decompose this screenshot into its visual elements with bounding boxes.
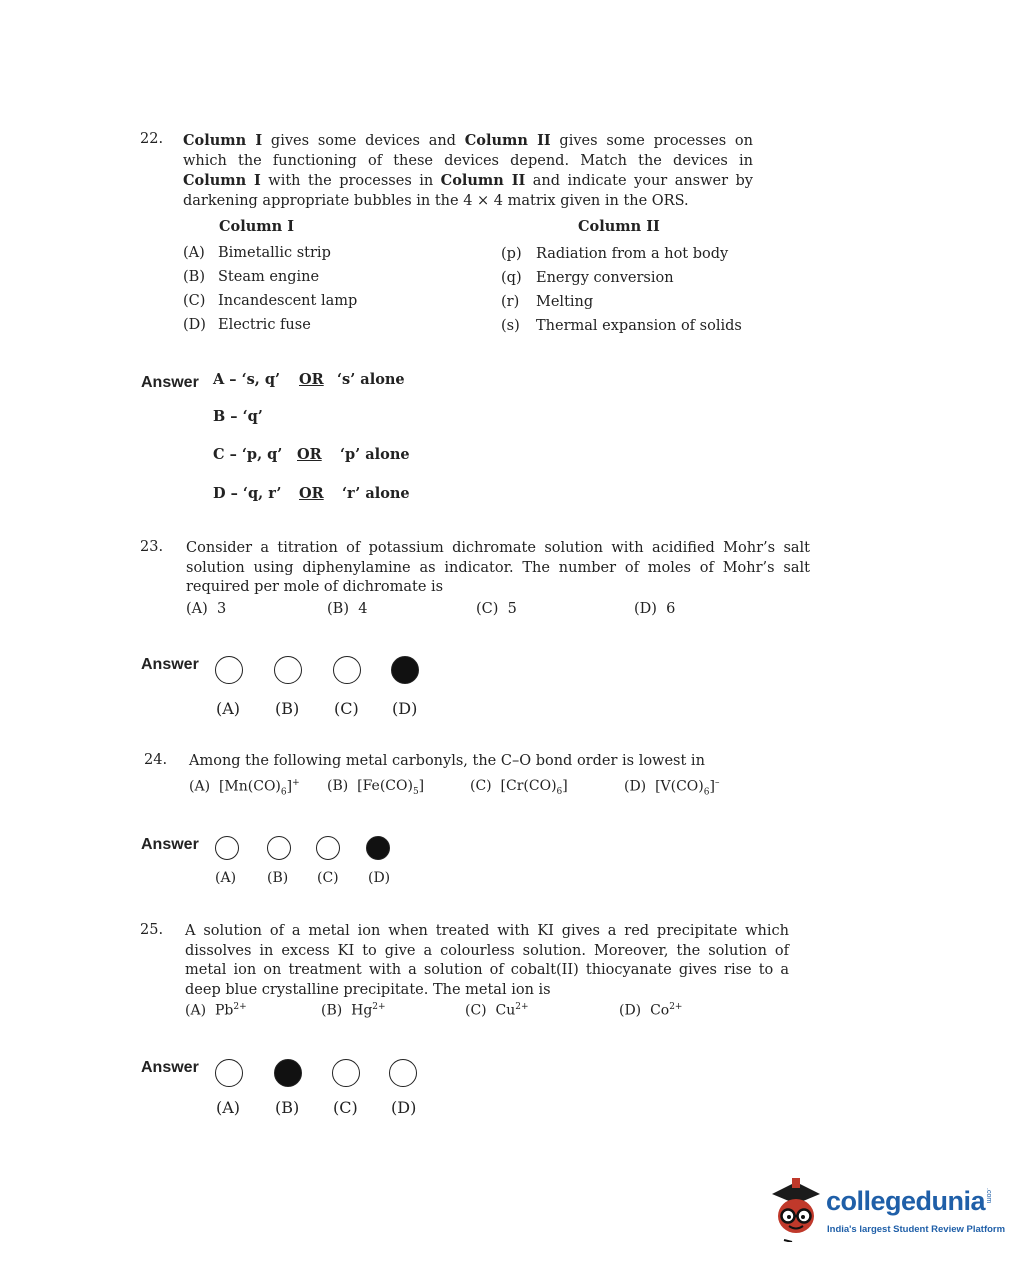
bubble-label: (D): [392, 699, 418, 718]
match-col1-label: (B): [183, 269, 205, 285]
question-text: Consider a titration of potassium dichromate solution with acidified Mohr’s salt solution using diphenylamine as indicator. The number of moles of Mohr’s salt required per mole of dichromate is: [186, 540, 810, 595]
text-bold: Column II: [440, 172, 526, 189]
bubble-label: (B): [267, 870, 289, 886]
question-text: A solution of a metal ion when treated with KI gives a red precipitate which dissolves in excess KI to give a colourless solution. Moreover, the solution of metal ion on treatment with a solution of cobalt(II) thiocyanate gives rise to a deep blue crystalline precipitate. The metal ion is: [185, 923, 789, 998]
match-col2-label: (s): [501, 318, 520, 334]
brand-name: [826, 1186, 985, 1217]
match-col2-label: (q): [501, 270, 522, 286]
match-col2-text: Thermal expansion of solids: [536, 318, 742, 334]
text-run: gives some processes on which the functioning of these devices depend. Match the devices in: [183, 133, 753, 169]
column-2-header: Column II: [578, 218, 660, 235]
text-bold: Column II: [464, 132, 551, 149]
formula-subscript: 5: [412, 786, 419, 797]
answer-alt: ‘s’ alone: [337, 371, 405, 388]
match-col2-label: (r): [501, 294, 520, 310]
answer-bubble-c[interactable]: [316, 836, 340, 860]
option-label: (C): [465, 1002, 487, 1019]
match-col1-label: (A): [183, 245, 205, 261]
option-label: (A): [189, 778, 211, 795]
formula-subscript: 6: [556, 786, 563, 797]
formula: [Fe(CO): [357, 778, 413, 794]
answer-label: Answer: [141, 836, 199, 853]
formula-subscript: 6: [703, 787, 710, 798]
formula: [V(CO): [655, 778, 704, 795]
ion: Cu: [495, 1002, 516, 1019]
answer-label: Answer: [141, 1059, 199, 1076]
option: [470, 778, 568, 797]
answer-label: Answer: [141, 656, 199, 673]
answer-label: Answer: [141, 374, 199, 391]
option: [476, 601, 517, 617]
answer-or: OR: [299, 371, 324, 388]
answer-bubble-b[interactable]: [274, 656, 302, 684]
option-value: 3: [217, 601, 227, 617]
option: [634, 601, 675, 617]
option-label: (D): [634, 601, 657, 617]
option-label: (B): [321, 1002, 343, 1019]
match-col1-label: (D): [183, 317, 206, 333]
option-label: (A): [186, 601, 208, 617]
match-col2-text: Energy conversion: [536, 270, 674, 286]
option-label: (C): [470, 778, 492, 794]
bubble-label: (D): [368, 870, 391, 886]
question-number: 23.: [140, 539, 164, 555]
formula: [Mn(CO): [218, 778, 281, 795]
option-value: 4: [358, 601, 368, 617]
match-col2-text: Melting: [536, 294, 594, 310]
match-col1-text: Steam engine: [218, 269, 320, 285]
mascot-icon: [766, 1176, 824, 1242]
formula-superscript: –: [714, 778, 720, 788]
formula: ]: [709, 778, 715, 795]
answer-main: C – ‘p, q’: [213, 446, 283, 463]
option: [624, 778, 719, 797]
formula-superscript: +: [292, 778, 300, 788]
formula: [Cr(CO): [500, 778, 557, 794]
match-col1-label: (C): [183, 293, 206, 309]
option: [619, 1002, 682, 1019]
option: [327, 778, 424, 797]
formula: ]: [286, 778, 293, 795]
answer-main: D – ‘q, r’: [213, 485, 282, 502]
text-run: with the processes in: [260, 173, 441, 189]
match-col1-text: Incandescent lamp: [218, 293, 358, 309]
answer-alt: ‘p’ alone: [340, 446, 410, 463]
ion: Pb: [214, 1002, 234, 1019]
bubble-label: (A): [216, 1098, 241, 1117]
formula: ]: [562, 778, 568, 794]
match-col1-text: Bimetallic strip: [218, 245, 331, 261]
option-label: (A): [185, 1002, 207, 1019]
match-col1-text: Electric fuse: [218, 317, 311, 333]
option-value: 6: [666, 601, 676, 617]
option: [185, 1002, 247, 1019]
option: [465, 1002, 529, 1019]
formula: ]: [418, 778, 425, 794]
bubble-label: (B): [275, 1098, 300, 1117]
bubble-label: (A): [215, 870, 237, 886]
answer-bubble-a[interactable]: [215, 1059, 243, 1087]
question-number: 24.: [144, 752, 168, 768]
option: [327, 601, 367, 617]
option: [189, 778, 300, 797]
ion-charge: 2+: [515, 1002, 529, 1012]
bubble-label: (D): [391, 1098, 417, 1117]
answer-main: B – ‘q’: [213, 408, 263, 425]
bubble-label: (C): [333, 1098, 358, 1117]
answer-bubble-a[interactable]: [215, 836, 239, 860]
answer-bubble-d[interactable]: [391, 656, 419, 684]
option: [186, 601, 226, 617]
ion-charge: 2+: [233, 1002, 247, 1012]
ion-charge: 2+: [372, 1002, 386, 1012]
question-text: Among the following metal carbonyls, the C–O bond order is lowest in: [189, 753, 705, 769]
answer-or: OR: [297, 446, 322, 463]
question-text: [183, 131, 753, 211]
answer-bubble-b[interactable]: [267, 836, 291, 860]
formula-subscript: 6: [280, 787, 287, 798]
text-run: and indicate your answer by darkening appropriate bubbles in the 4 × 4 matrix given in the ORS.: [183, 173, 753, 209]
match-col2-label: (p): [501, 246, 522, 262]
question-number: 22.: [140, 131, 164, 147]
answer-bubble-a[interactable]: [215, 656, 243, 684]
option-label: (B): [327, 778, 349, 794]
answer-bubble-b[interactable]: [274, 1059, 302, 1087]
answer-alt: ‘r’ alone: [342, 485, 410, 502]
ion: Hg: [351, 1002, 373, 1019]
bubble-label: (A): [216, 699, 241, 718]
answer-main: A – ‘s, q’: [213, 371, 281, 388]
brand-tagline: India's largest Student Review Platform: [827, 1224, 1006, 1235]
text-bold: Column I: [183, 132, 263, 149]
option-label: (D): [619, 1002, 642, 1019]
answer-or: OR: [299, 485, 324, 502]
bubble-label: (B): [275, 699, 300, 718]
option-value: 5: [507, 601, 517, 617]
match-col2-text: Radiation from a hot body: [536, 246, 729, 262]
answer-bubble-d[interactable]: [389, 1059, 417, 1087]
column-1-header: Column I: [219, 218, 294, 235]
ion: Co: [650, 1002, 670, 1019]
answer-bubble-c[interactable]: [332, 1059, 360, 1087]
answer-bubble-d[interactable]: [366, 836, 390, 860]
option-label: (C): [476, 601, 499, 617]
text-bold: Column I: [183, 172, 261, 189]
answer-bubble-c[interactable]: [333, 656, 361, 684]
brand-logo[interactable]: [766, 1176, 1006, 1246]
ion-charge: 2+: [669, 1002, 683, 1012]
brand-suffix: .com: [985, 1188, 992, 1204]
bubble-label: (C): [317, 870, 339, 886]
text-run: gives some devices and: [262, 133, 465, 149]
option: [321, 1002, 386, 1019]
question-number: 25.: [140, 922, 164, 938]
brand-name-text: collegedunia: [826, 1186, 986, 1216]
option-label: (B): [327, 601, 349, 617]
option-label: (D): [624, 778, 647, 795]
bubble-label: (C): [334, 699, 359, 718]
